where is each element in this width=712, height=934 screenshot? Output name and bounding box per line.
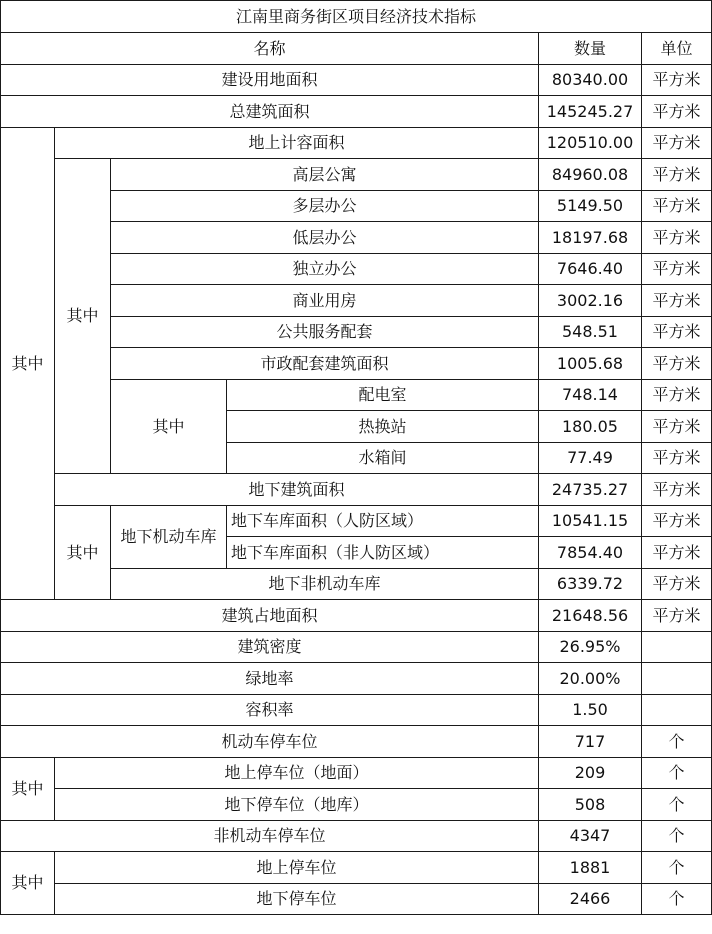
- row-unit: [642, 663, 712, 695]
- row-quantity: 26.95%: [539, 631, 642, 663]
- row-name: 配电室: [227, 379, 539, 411]
- group-label-underground: 其中: [55, 505, 111, 600]
- row-unit: 平方米: [642, 253, 712, 285]
- row-quantity: 5149.50: [539, 190, 642, 222]
- row-name: 建设用地面积: [1, 64, 539, 96]
- row-name: 公共服务配套: [111, 316, 539, 348]
- row-name: 市政配套建筑面积: [111, 348, 539, 380]
- table-row: [1, 852, 712, 884]
- row-unit: 平方米: [642, 537, 712, 569]
- table-row: [1, 757, 712, 789]
- row-quantity: 1881: [539, 852, 642, 884]
- row-unit: [642, 694, 712, 726]
- table-row: [1, 96, 712, 128]
- row-name: 建筑占地面积: [1, 600, 539, 632]
- table-row: [1, 820, 712, 852]
- row-name: 非机动车停车位: [1, 820, 539, 852]
- table-row: [1, 127, 712, 159]
- row-unit: 平方米: [642, 568, 712, 600]
- row-unit: 平方米: [642, 348, 712, 380]
- row-unit: 个: [642, 820, 712, 852]
- row-name: 独立办公: [111, 253, 539, 285]
- table-header-row: [1, 33, 712, 65]
- table-row: [1, 663, 712, 695]
- group-label-bike-parking: 其中: [1, 852, 55, 915]
- row-quantity: 3002.16: [539, 285, 642, 317]
- row-name: 容积率: [1, 694, 539, 726]
- row-unit: 平方米: [642, 64, 712, 96]
- row-quantity: 180.05: [539, 411, 642, 443]
- header-quantity: 数量: [539, 33, 642, 65]
- row-unit: 个: [642, 852, 712, 884]
- row-quantity: 120510.00: [539, 127, 642, 159]
- table-row: [1, 694, 712, 726]
- group-label-municipal: 其中: [111, 379, 227, 474]
- table-row: [1, 505, 712, 537]
- row-quantity: 7646.40: [539, 253, 642, 285]
- row-quantity: 20.00%: [539, 663, 642, 695]
- row-quantity: 1005.68: [539, 348, 642, 380]
- row-unit: 个: [642, 726, 712, 758]
- row-unit: 平方米: [642, 159, 712, 191]
- row-name: 绿地率: [1, 663, 539, 695]
- row-name: 地上停车位（地面）: [55, 757, 539, 789]
- row-unit: 个: [642, 789, 712, 821]
- row-quantity: 717: [539, 726, 642, 758]
- row-quantity: 77.49: [539, 442, 642, 474]
- row-unit: 平方米: [642, 316, 712, 348]
- group-label-motor-parking: 其中: [1, 757, 55, 820]
- row-name: 高层公寓: [111, 159, 539, 191]
- row-unit: 平方米: [642, 411, 712, 443]
- table-title: 江南里商务街区项目经济技术指标: [1, 1, 712, 33]
- row-name: 热换站: [227, 411, 539, 443]
- row-name: 地下停车位: [55, 883, 539, 915]
- header-name: 名称: [1, 33, 539, 65]
- row-name: 地上计容面积: [55, 127, 539, 159]
- table-row: [1, 726, 712, 758]
- table-row: [1, 631, 712, 663]
- row-quantity: 145245.27: [539, 96, 642, 128]
- row-name: 多层办公: [111, 190, 539, 222]
- row-name: 地下非机动车库: [111, 568, 539, 600]
- row-quantity: 1.50: [539, 694, 642, 726]
- row-unit: 平方米: [642, 474, 712, 506]
- row-quantity: 548.51: [539, 316, 642, 348]
- row-quantity: 7854.40: [539, 537, 642, 569]
- row-name: 机动车停车位: [1, 726, 539, 758]
- table-row: [1, 600, 712, 632]
- header-unit: 单位: [642, 33, 712, 65]
- row-unit: 平方米: [642, 379, 712, 411]
- table-title-row: [1, 1, 712, 33]
- row-quantity: 2466: [539, 883, 642, 915]
- row-unit: 平方米: [642, 96, 712, 128]
- row-quantity: 748.14: [539, 379, 642, 411]
- row-quantity: 4347: [539, 820, 642, 852]
- row-unit: 平方米: [642, 600, 712, 632]
- table-row: [1, 159, 712, 191]
- row-unit: 平方米: [642, 285, 712, 317]
- row-name: 建筑密度: [1, 631, 539, 663]
- table-row: [1, 789, 712, 821]
- row-unit: 个: [642, 757, 712, 789]
- group-label-building-area: 其中: [1, 127, 55, 600]
- row-name: 总建筑面积: [1, 96, 539, 128]
- row-unit: 个: [642, 883, 712, 915]
- row-quantity: 24735.27: [539, 474, 642, 506]
- row-unit: 平方米: [642, 505, 712, 537]
- row-name: 地上停车位: [55, 852, 539, 884]
- table-row: [1, 883, 712, 915]
- row-quantity: 209: [539, 757, 642, 789]
- row-unit: 平方米: [642, 190, 712, 222]
- row-quantity: 6339.72: [539, 568, 642, 600]
- row-quantity: 508: [539, 789, 642, 821]
- row-name: 水箱间: [227, 442, 539, 474]
- row-unit: 平方米: [642, 222, 712, 254]
- row-name: 低层办公: [111, 222, 539, 254]
- row-unit: 平方米: [642, 442, 712, 474]
- row-quantity: 21648.56: [539, 600, 642, 632]
- row-quantity: 18197.68: [539, 222, 642, 254]
- row-name: 地下建筑面积: [55, 474, 539, 506]
- group-label-above-ground: 其中: [55, 159, 111, 474]
- table-row: [1, 64, 712, 96]
- row-name: 地下车库面积（人防区域）: [227, 505, 539, 537]
- row-name: 地下车库面积（非人防区域）: [227, 537, 539, 569]
- row-name: 商业用房: [111, 285, 539, 317]
- row-name: 地下停车位（地库）: [55, 789, 539, 821]
- table-row: [1, 474, 712, 506]
- row-quantity: 80340.00: [539, 64, 642, 96]
- row-quantity: 84960.08: [539, 159, 642, 191]
- underground-garage-label: 地下机动车库: [111, 505, 227, 568]
- row-unit: [642, 631, 712, 663]
- row-quantity: 10541.15: [539, 505, 642, 537]
- row-unit: 平方米: [642, 127, 712, 159]
